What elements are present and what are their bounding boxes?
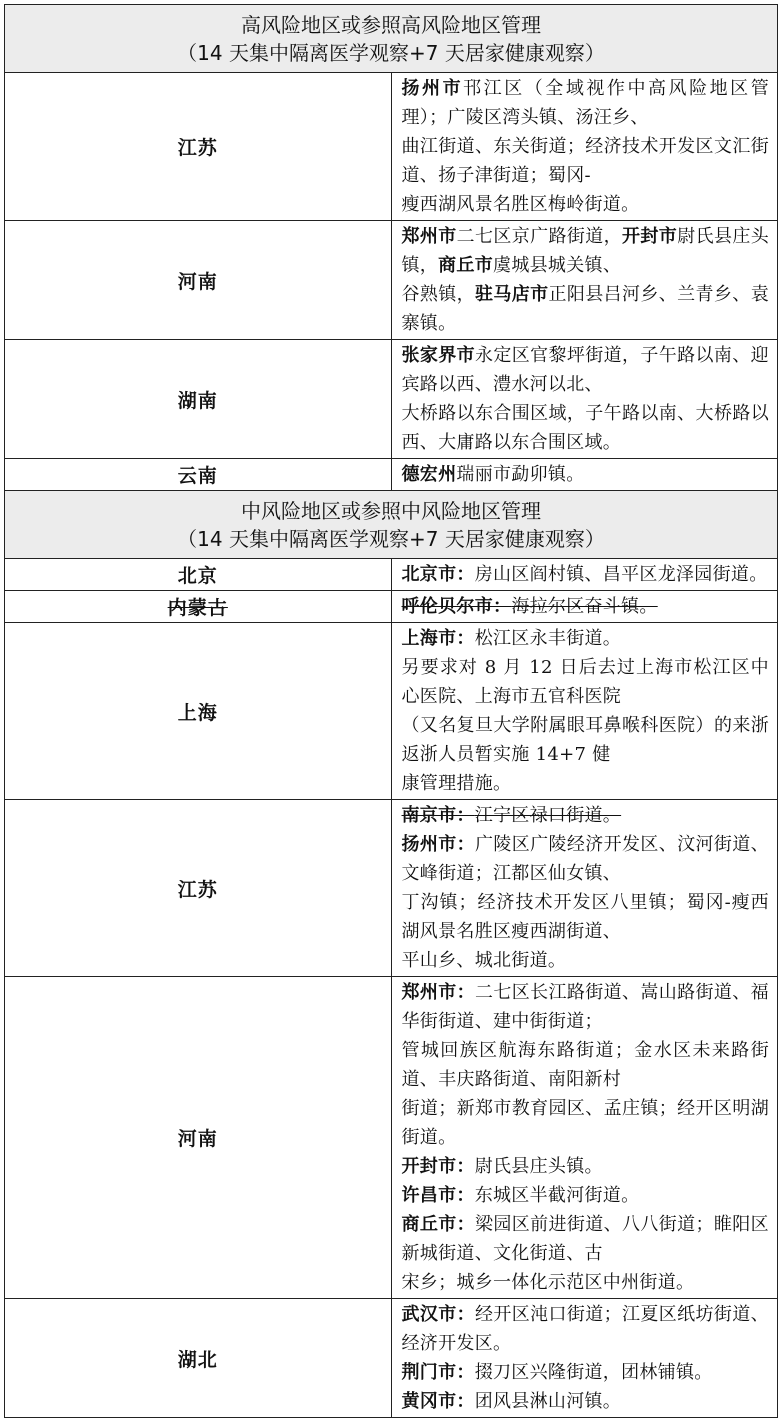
area-text: 东城区半截河街道。 xyxy=(474,1185,640,1206)
section-title: 高风险地区或参照高风险地区管理 xyxy=(241,13,541,37)
city-name: 郑州市： xyxy=(401,982,476,1003)
area-line xyxy=(402,653,770,711)
province-row xyxy=(5,977,778,1299)
city-name: 开封市： xyxy=(401,1156,475,1177)
area-text: 谷熟镇， xyxy=(401,284,476,305)
area-text: 广陵区广陵经济开发区、汶河街道、文峰街道；江都区仙女镇、 xyxy=(401,834,769,884)
area-text: 尉氏县庄头镇。 xyxy=(474,1156,603,1177)
province-row xyxy=(5,623,778,800)
city-name: 黄冈市： xyxy=(401,1391,475,1412)
area-list-cell xyxy=(391,459,778,491)
province-row xyxy=(5,73,778,221)
province-cell xyxy=(5,1299,392,1418)
province-cell xyxy=(5,591,392,623)
province-name: 河南 xyxy=(177,1128,218,1150)
area-line xyxy=(402,280,770,338)
medium-risk-section-header xyxy=(5,491,778,559)
province-name: 北京 xyxy=(177,565,218,587)
area-text: 江宁区禄口街道。 xyxy=(474,805,622,826)
area-text: 松江区永丰街道。 xyxy=(474,628,622,649)
area-list-cell xyxy=(391,73,778,221)
city-name: 郑州市 xyxy=(401,226,457,247)
city-name: 扬州市： xyxy=(401,834,476,855)
section-subtitle: （14 天集中隔离医学观察+7 天居家健康观察） xyxy=(177,527,605,551)
area-text: 海拉尔区奋斗镇。 xyxy=(511,596,658,617)
area-text: 二七区京广路街道， xyxy=(456,226,623,247)
area-text: 房山区阎村镇、昌平区龙泽园街道。 xyxy=(474,564,768,585)
area-line xyxy=(402,222,770,280)
area-line xyxy=(402,1268,770,1297)
city-name: 南京市： xyxy=(401,805,475,826)
area-line xyxy=(402,399,770,457)
area-list-cell xyxy=(391,591,778,623)
city-name: 呼伦贝尔市： xyxy=(401,596,512,617)
area-text: 平山乡、城北街道。 xyxy=(401,950,567,971)
area-line xyxy=(402,560,770,589)
area-text: 尉氏县庄头镇， xyxy=(401,226,769,276)
area-text: 二七区长江路街道、嵩山路街道、福华街街道、建中街街道； xyxy=(401,982,769,1032)
province-cell xyxy=(5,340,392,459)
area-text: 正阳县吕河乡、兰青乡、袁寨镇。 xyxy=(401,284,769,334)
area-text: 永定区官黎坪街道，子午路以南、迎宾路以西、澧水河以北、 xyxy=(401,345,769,395)
area-line xyxy=(402,1387,770,1416)
area-text: 掇刀区兴隆街道，团林铺镇。 xyxy=(474,1362,713,1383)
province-cell xyxy=(5,559,392,591)
area-line xyxy=(402,946,770,975)
province-name: 河南 xyxy=(177,270,218,293)
area-line xyxy=(402,1181,770,1210)
province-row xyxy=(5,459,778,491)
area-text: 经开区沌口街道；江夏区纸坊街道、经济开发区。 xyxy=(401,1304,769,1354)
province-name: 上海 xyxy=(177,701,218,724)
province-row xyxy=(5,800,778,977)
province-row xyxy=(5,340,778,459)
area-text: 丁沟镇；经济技术开发区八里镇；蜀冈-瘦西湖风景名胜区瘦西湖街道、 xyxy=(401,892,769,942)
province-cell xyxy=(5,73,392,221)
province-name: 湖南 xyxy=(177,389,218,412)
province-name: 云南 xyxy=(177,465,218,487)
province-cell xyxy=(5,459,392,491)
area-text: 大桥路以东合围区域，子午路以南、大桥路以西、大庸路以东合围区域。 xyxy=(401,403,769,453)
province-row xyxy=(5,559,778,591)
area-list-cell xyxy=(391,977,778,1299)
section-subtitle: （14 天集中隔离医学观察+7 天居家健康观察） xyxy=(177,41,605,65)
province-row xyxy=(5,591,778,623)
area-line xyxy=(402,769,770,798)
area-list-cell xyxy=(391,221,778,340)
province-name: 湖北 xyxy=(177,1348,218,1371)
area-line xyxy=(402,132,770,190)
area-line xyxy=(402,978,770,1036)
risk-area-table xyxy=(4,4,778,1418)
city-name: 张家界市 xyxy=(401,345,476,366)
area-text: 另要求对 8 月 12 日后去过上海市松江区中心医院、上海市五官科医院 xyxy=(401,657,769,707)
area-text: 曲江街道、东关街道；经济技术开发区文汇街道、扬子津街道；蜀冈- xyxy=(401,136,769,186)
area-text: 瘦西湖风景名胜区梅岭街道。 xyxy=(401,194,640,215)
area-line xyxy=(402,1300,770,1358)
area-text: （又名复旦大学附属眼耳鼻喉科医院）的来浙返浙人员暂实施 14+7 健 xyxy=(401,715,769,765)
area-text: 梁园区前进街道、八八街道；睢阳区新城街道、文化街道、古 xyxy=(401,1214,769,1264)
area-list-cell xyxy=(391,1299,778,1418)
risk-area-table-body xyxy=(5,5,778,1418)
high-risk-section-header xyxy=(5,5,778,73)
area-line xyxy=(402,1152,770,1181)
section-title: 中风险地区或参照中风险地区管理 xyxy=(241,499,541,523)
area-line xyxy=(402,1358,770,1387)
area-text: 团风县淋山河镇。 xyxy=(474,1391,622,1412)
city-name: 开封市 xyxy=(622,226,678,247)
area-line xyxy=(402,341,770,399)
province-name: 江苏 xyxy=(177,878,218,901)
city-name: 荆门市： xyxy=(401,1362,475,1383)
city-name: 商丘市： xyxy=(401,1214,476,1235)
area-line xyxy=(402,711,770,769)
high-risk-header-row xyxy=(5,5,778,73)
city-name: 驻马店市 xyxy=(475,284,549,305)
area-line xyxy=(402,830,770,888)
area-list-cell xyxy=(391,340,778,459)
area-line xyxy=(402,74,770,132)
city-name: 武汉市： xyxy=(401,1304,476,1325)
area-list-cell xyxy=(391,623,778,800)
area-text: 宋乡；城乡一体化示范区中州街道。 xyxy=(401,1272,695,1293)
province-row xyxy=(5,1299,778,1418)
city-name: 商丘市 xyxy=(438,255,494,276)
city-name: 上海市： xyxy=(401,628,475,649)
city-name: 北京市： xyxy=(401,564,475,585)
area-line xyxy=(402,1036,770,1094)
area-text: 街道；新郑市教育园区、孟庄镇；经开区明湖街道。 xyxy=(401,1098,769,1148)
area-text: 瑞丽市勐卯镇。 xyxy=(456,464,585,485)
area-list-cell xyxy=(391,800,778,977)
province-name: 内蒙古 xyxy=(167,597,228,619)
area-text: 虞城县城关镇、 xyxy=(493,255,622,276)
area-line xyxy=(402,1210,770,1268)
area-list-cell xyxy=(391,559,778,591)
area-line xyxy=(402,460,770,489)
city-name: 扬州市 xyxy=(401,78,464,99)
province-cell xyxy=(5,800,392,977)
area-line xyxy=(402,1094,770,1152)
area-text: 管城回族区航海东路街道；金水区未来路街道、丰庆路街道、南阳新村 xyxy=(401,1040,769,1090)
medium-risk-header-row xyxy=(5,491,778,559)
area-line xyxy=(402,592,770,621)
province-name: 江苏 xyxy=(177,137,218,159)
city-name: 许昌市： xyxy=(401,1185,475,1206)
area-line xyxy=(402,888,770,946)
area-text: 康管理措施。 xyxy=(401,773,512,794)
area-line xyxy=(402,624,770,653)
province-cell xyxy=(5,221,392,340)
province-row xyxy=(5,221,778,340)
province-cell xyxy=(5,977,392,1299)
city-name: 德宏州 xyxy=(401,464,457,485)
area-text: 邗江区（全域视作中高风险地区管理）；广陵区湾头镇、汤汪乡、 xyxy=(401,78,769,128)
area-line xyxy=(402,190,770,219)
province-cell xyxy=(5,623,392,800)
area-line xyxy=(402,801,770,830)
